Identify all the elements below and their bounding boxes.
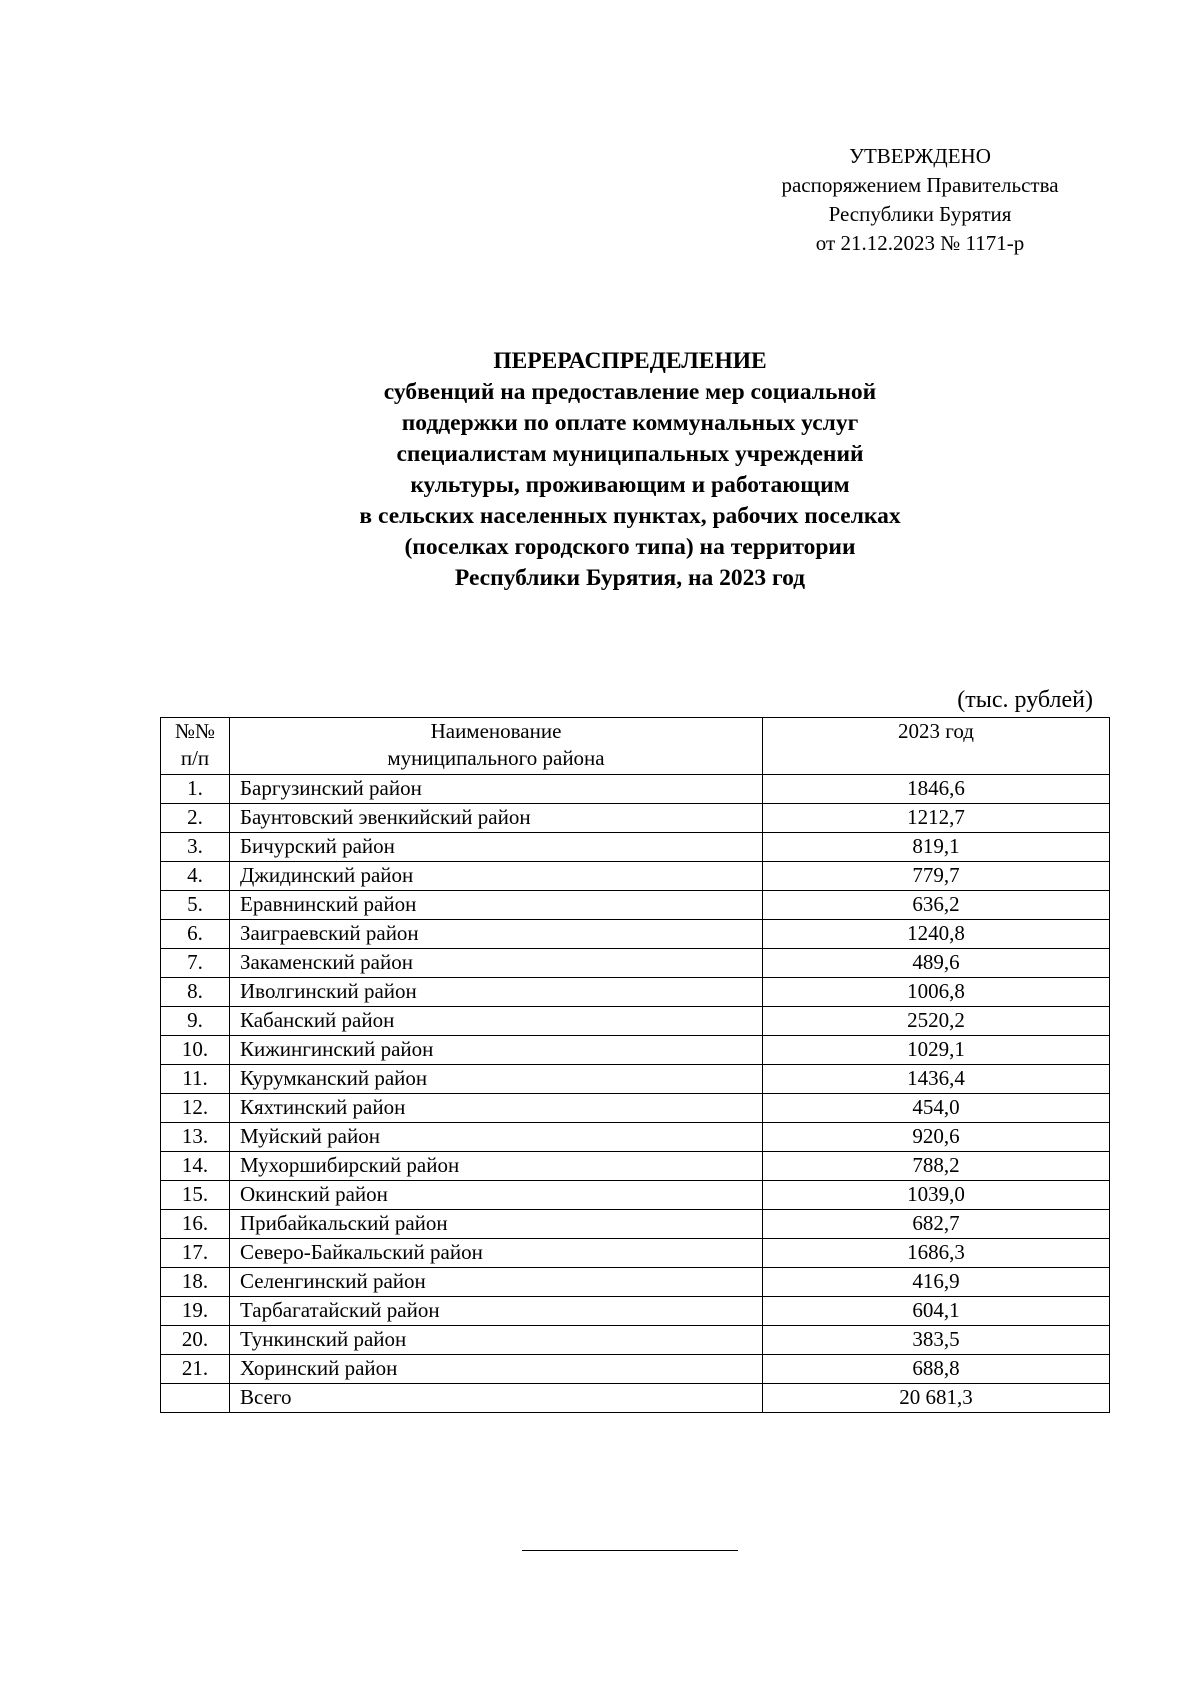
row-number: 21. (161, 1355, 230, 1384)
row-value: 20 681,3 (763, 1384, 1110, 1413)
table-row (161, 1239, 1110, 1268)
row-district-name: Закаменский район (230, 949, 763, 978)
title-line: Республики Бурятия, на 2023 год (454, 565, 806, 591)
table-row (161, 804, 1110, 833)
table-body (161, 718, 1110, 1413)
row-district-name: Еравнинский район (230, 891, 763, 920)
table-row (161, 949, 1110, 978)
row-district-name: Хоринский район (230, 1355, 763, 1384)
row-value: 416,9 (763, 1268, 1110, 1297)
row-number: 6. (161, 920, 230, 949)
row-number: 10. (161, 1036, 230, 1065)
row-district-name: Курумканский район (230, 1065, 763, 1094)
table-row (161, 1268, 1110, 1297)
header-name-line: Наименование (430, 719, 562, 743)
row-number: 11. (161, 1065, 230, 1094)
table-row (161, 1094, 1110, 1123)
row-district-name: Всего (230, 1384, 763, 1413)
row-district-name: Иволгинский район (230, 978, 763, 1007)
row-district-name: Селенгинский район (230, 1268, 763, 1297)
approval-line: от 21.12.2023 № 1171-р (815, 231, 1025, 255)
row-district-name: Окинский район (230, 1181, 763, 1210)
row-value: 819,1 (763, 833, 1110, 862)
row-number: 13. (161, 1123, 230, 1152)
approval-line: УТВЕРЖДЕНО (849, 144, 991, 168)
table-row (161, 920, 1110, 949)
closing-line (522, 1550, 738, 1551)
row-value: 688,8 (763, 1355, 1110, 1384)
row-value: 682,7 (763, 1210, 1110, 1239)
row-number: 5. (161, 891, 230, 920)
table-row (161, 1123, 1110, 1152)
title-line: (поселках городского типа) на территории (404, 534, 856, 560)
row-number: 8. (161, 978, 230, 1007)
table-header-row (161, 718, 1110, 775)
row-number: 18. (161, 1268, 230, 1297)
document-title (160, 346, 1100, 594)
row-district-name: Кабанский район (230, 1007, 763, 1036)
table-row (161, 978, 1110, 1007)
header-number-line: п/п (180, 746, 210, 770)
header-number-line: №№ (174, 719, 216, 743)
row-value: 1029,1 (763, 1036, 1110, 1065)
row-district-name: Кижингинский район (230, 1036, 763, 1065)
row-number: 17. (161, 1239, 230, 1268)
header-number (161, 718, 230, 775)
row-number: 20. (161, 1326, 230, 1355)
row-value: 1846,6 (763, 775, 1110, 804)
row-number: 19. (161, 1297, 230, 1326)
row-value: 489,6 (763, 949, 1110, 978)
row-district-name: Баунтовский эвенкийский район (230, 804, 763, 833)
title-line: поддержки по оплате коммунальных услуг (401, 410, 859, 436)
header-district-name (230, 718, 763, 775)
row-district-name: Тарбагатайский район (230, 1297, 763, 1326)
table-row (161, 1007, 1110, 1036)
allocation-table (160, 717, 1110, 1413)
row-value: 1686,3 (763, 1239, 1110, 1268)
row-number: 12. (161, 1094, 230, 1123)
row-number: 14. (161, 1152, 230, 1181)
row-value: 2520,2 (763, 1007, 1110, 1036)
row-value: 454,0 (763, 1094, 1110, 1123)
table-row (161, 1181, 1110, 1210)
row-number: 2. (161, 804, 230, 833)
row-number: 15. (161, 1181, 230, 1210)
table-row (161, 1036, 1110, 1065)
title-line: субвенций на предоставление мер социальной (383, 379, 877, 405)
row-number: 9. (161, 1007, 230, 1036)
row-district-name: Муйский район (230, 1123, 763, 1152)
table-row (161, 1355, 1110, 1384)
title-line: в сельских населенных пунктах, рабочих поселках (359, 503, 901, 529)
row-value: 604,1 (763, 1297, 1110, 1326)
row-value: 920,6 (763, 1123, 1110, 1152)
row-number: 7. (161, 949, 230, 978)
table-row (161, 1297, 1110, 1326)
row-district-name: Северо-Байкальский район (230, 1239, 763, 1268)
row-district-name: Заиграевский район (230, 920, 763, 949)
row-value: 636,2 (763, 891, 1110, 920)
row-value: 1240,8 (763, 920, 1110, 949)
table-row (161, 862, 1110, 891)
table-row (161, 1210, 1110, 1239)
row-value: 1006,8 (763, 978, 1110, 1007)
row-value: 779,7 (763, 862, 1110, 891)
row-district-name: Мухоршибирский район (230, 1152, 763, 1181)
title-line: ПЕРЕРАСПРЕДЕЛЕНИЕ (493, 348, 767, 374)
row-number: 1. (161, 775, 230, 804)
approval-line: Республики Бурятия (828, 202, 1012, 226)
table-row (161, 775, 1110, 804)
table-row (161, 1065, 1110, 1094)
row-district-name: Прибайкальский район (230, 1210, 763, 1239)
row-value: 383,5 (763, 1326, 1110, 1355)
header-year: 2023 год (763, 718, 1110, 775)
row-value: 1039,0 (763, 1181, 1110, 1210)
row-number: 3. (161, 833, 230, 862)
row-district-name: Бичурский район (230, 833, 763, 862)
header-name-line: муниципального района (387, 746, 605, 770)
row-district-name: Кяхтинский район (230, 1094, 763, 1123)
table-total-row (161, 1384, 1110, 1413)
table-row (161, 1152, 1110, 1181)
approval-stamp (740, 142, 1100, 258)
row-number (161, 1384, 230, 1413)
row-value: 1212,7 (763, 804, 1110, 833)
approval-line: распоряжением Правительства (781, 173, 1059, 197)
title-line: специалистам муниципальных учреждений (396, 441, 864, 467)
table-row (161, 833, 1110, 862)
row-value: 1436,4 (763, 1065, 1110, 1094)
row-district-name: Баргузинский район (230, 775, 763, 804)
row-number: 4. (161, 862, 230, 891)
row-number: 16. (161, 1210, 230, 1239)
table-row (161, 1326, 1110, 1355)
row-district-name: Тункинский район (230, 1326, 763, 1355)
title-line: культуры, проживающим и работающим (410, 472, 850, 498)
table-row (161, 891, 1110, 920)
row-district-name: Джидинский район (230, 862, 763, 891)
units-label: (тыс. рублей) (957, 687, 1093, 713)
row-value: 788,2 (763, 1152, 1110, 1181)
